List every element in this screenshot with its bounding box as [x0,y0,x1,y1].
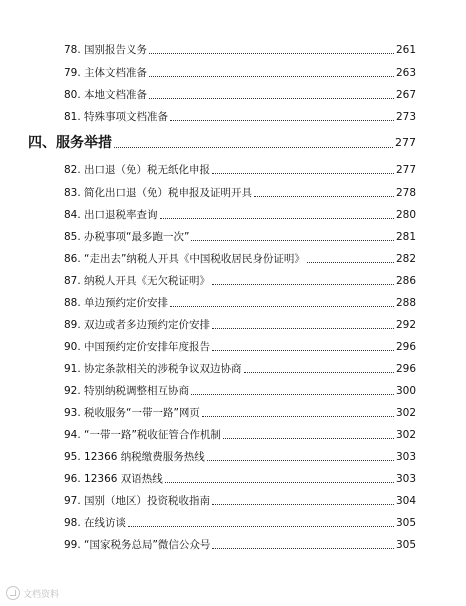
section-title: 四、服务举措 [28,135,112,151]
dot-leader [149,98,394,99]
toc-entry-label: 80. 本地文档准备 [64,89,148,101]
toc-entry-label: 89. 双边或者多边预约定价安排 [64,319,211,331]
toc-entry-page: 282 [395,253,416,265]
toc-entry-90[interactable] [64,339,416,355]
toc-entry-page: 261 [395,44,416,56]
toc-entry-86[interactable] [64,251,416,267]
dot-leader [165,482,394,483]
toc-entry-page: 303 [395,451,416,463]
toc-entry-84[interactable] [64,207,416,223]
toc-entry-label: 87. 纳税人开具《无欠税证明》 [64,275,211,287]
dot-leader [114,147,393,148]
toc-entry-label: 97. 国别（地区）投资税收指南 [64,495,211,507]
toc-entry-label: 96. 12366 双语热线 [64,473,163,485]
toc-entry-label: 86. “走出去”纳税人开具《中国税收居民身份证明》 [64,253,305,265]
dot-leader [207,460,394,461]
toc-entry-79[interactable] [64,65,416,81]
toc-entry-83[interactable] [64,185,416,201]
dot-leader [191,394,394,395]
toc-entry-label: 82. 出口退（免）税无纸化申报 [64,164,211,176]
dot-leader [149,53,394,54]
toc-entry-88[interactable] [64,295,416,311]
toc-entry-98[interactable] [64,515,416,531]
toc-entry-97[interactable] [64,493,416,509]
toc-entry-page: 305 [395,539,416,551]
toc-entry-label: 85. 办税事项“最多跑一次” [64,231,190,243]
toc-entry-96[interactable] [64,471,416,487]
toc-entry-label: 81. 特殊事项文档准备 [64,111,169,123]
watermark-logo-icon [6,586,20,600]
toc-section-heading[interactable] [28,133,416,153]
toc-entry-label: 95. 12366 纳税缴费服务热线 [64,451,205,463]
toc-entry-page: 304 [395,495,416,507]
toc-entry-89[interactable] [64,317,416,333]
toc-entry-label: 90. 中国预约定价安排年度报告 [64,341,211,353]
toc-entry-page: 273 [395,111,416,123]
toc-entry-label: 93. 税收服务“一带一路”网页 [64,407,200,419]
toc-entry-label: 79. 主体文档准备 [64,67,148,79]
toc-entry-page: 305 [395,517,416,529]
toc-entry-95[interactable] [64,449,416,465]
toc-entry-81[interactable] [64,109,416,125]
toc-entry-label: 84. 出口退税率查询 [64,209,158,221]
watermark [6,586,59,600]
toc-entry-label: 92. 特别纳税调整相互协商 [64,385,190,397]
dot-leader [254,196,394,197]
toc-entry-85[interactable] [64,229,416,245]
toc-entry-page: 296 [395,363,416,375]
toc-entry-91[interactable] [64,361,416,377]
toc-entry-93[interactable] [64,405,416,421]
dot-leader [212,350,394,351]
dot-leader [212,173,394,174]
dot-leader [212,328,394,329]
toc-entry-page: 303 [395,473,416,485]
toc-entry-page: 267 [395,89,416,101]
toc-entry-page: 288 [395,297,416,309]
toc-entry-page: 292 [395,319,416,331]
dot-leader [244,372,394,373]
toc-entry-page: 280 [395,209,416,221]
dot-leader [212,284,394,285]
toc-entry-99[interactable] [64,537,416,553]
toc-entry-92[interactable] [64,383,416,399]
dot-leader [128,526,394,527]
dot-leader [170,306,394,307]
dot-leader [223,438,394,439]
toc-entry-page: 277 [395,164,416,176]
toc-entry-page: 278 [395,187,416,199]
dot-leader [149,76,394,77]
watermark-text: 文档资料 [23,589,60,600]
toc-entry-87[interactable] [64,273,416,289]
toc-entry-page: 302 [395,407,416,419]
toc-entry-label: 78. 国别报告义务 [64,44,148,56]
toc-entry-82[interactable] [64,162,416,178]
toc-entry-94[interactable] [64,427,416,443]
toc-entry-label: 91. 协定条款相关的涉税争议双边协商 [64,363,242,375]
toc-entry-label: 98. 在线访谈 [64,517,127,529]
toc-entry-page: 300 [395,385,416,397]
toc-entry-page: 286 [395,275,416,287]
dot-leader [307,262,394,263]
dot-leader [170,120,394,121]
section-page: 277 [395,136,416,149]
dot-leader [202,416,394,417]
toc-entry-page: 296 [395,341,416,353]
toc-entry-label: 94. “一带一路”税收征管合作机制 [64,429,221,441]
toc-entry-page: 302 [395,429,416,441]
dot-leader [212,548,394,549]
toc-entry-78[interactable] [64,42,416,58]
toc-entry-label: 88. 单边预约定价安排 [64,297,169,309]
toc-entry-80[interactable] [64,87,416,103]
toc-entry-label: 83. 简化出口退（免）税申报及证明开具 [64,187,253,199]
toc-entry-label: 99. “国家税务总局”微信公众号 [64,539,211,551]
dot-leader [191,240,394,241]
toc-entry-page: 263 [395,67,416,79]
dot-leader [160,218,394,219]
toc-entry-page: 281 [395,231,416,243]
dot-leader [212,504,394,505]
